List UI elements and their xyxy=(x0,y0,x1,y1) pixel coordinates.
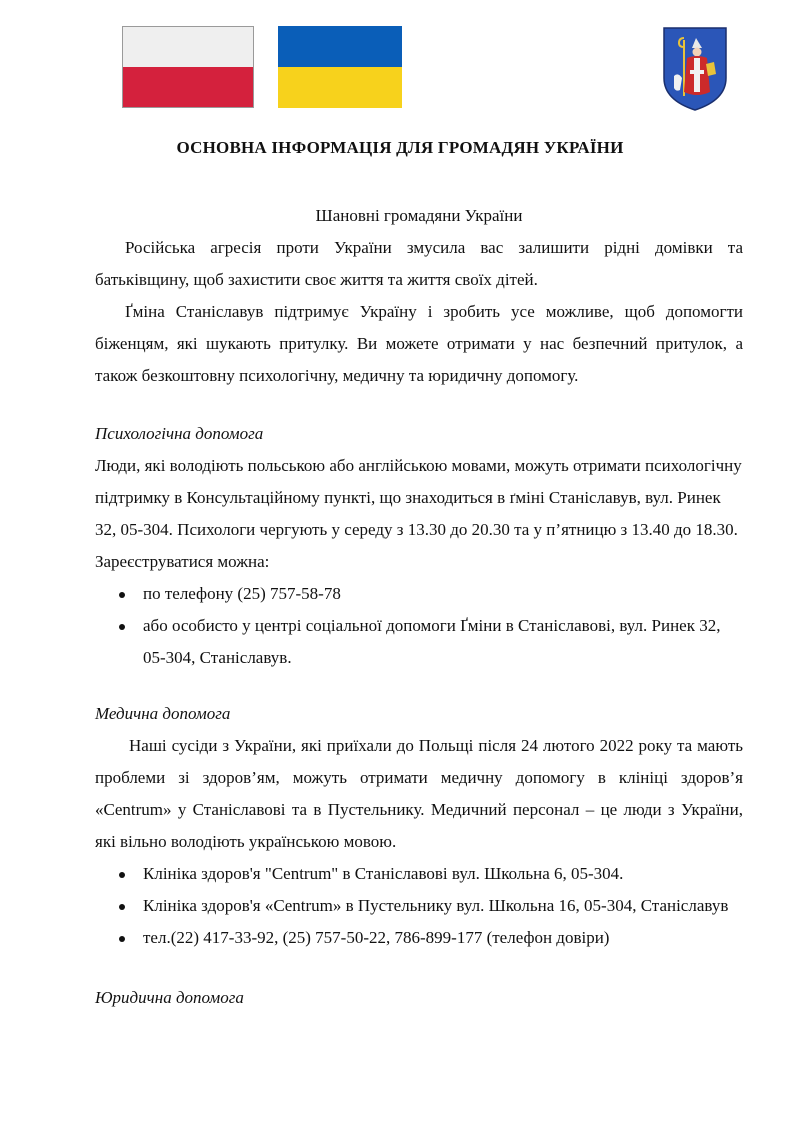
psych-heading: Психологічна допомога xyxy=(95,424,264,443)
psych-text: Люди, які володіють польською або англійською мовами, можуть отримати психологічну підтримку в Консультаційному пункті, що знаходиться в ґміні Станіславув, вул. Ринек 32, 05-304. Психологи чергують у середу з 13.30 до 20.30 та у п’ятницю з 13.40 до 18.30. xyxy=(95,456,742,539)
ukraine-flag-icon xyxy=(278,26,402,108)
coat-of-arms-icon xyxy=(662,26,728,112)
bullet-icon xyxy=(119,592,125,598)
bullet-icon xyxy=(119,904,125,910)
intro-paragraph-2: Ґміна Станіславув підтримує Україну і зробить усе можливе, щоб допомогти біженцям, які шукають притулку. Ви можете отримати у нас безпечний притулок, а також безкоштовну психологічну, медичну та юридичну допомогу. xyxy=(95,302,743,385)
psych-register: Зареєструватися можна: xyxy=(95,552,270,571)
bullet-icon xyxy=(119,936,125,942)
medical-text: Наші сусіди з України, які приїхали до Польщі після 24 лютого 2022 року та мають проблеми зі здоров’ям, можуть отримати медичну допомогу в клініці здоров’я «Centrum» у Станіславові та в Пустельнику. Медичний персонал – це люди з України, які вільно володіють українською мовою. xyxy=(95,736,743,851)
psych-list xyxy=(95,578,743,674)
bullet-icon xyxy=(119,872,125,878)
page-title: ОСНОВНА ІНФОРМАЦІЯ ДЛЯ ГРОМАДЯН УКРАЇНИ xyxy=(176,138,624,157)
greeting: Шановні громадяни України xyxy=(315,206,523,225)
intro-paragraph-1: Російська агресія проти України змусила вас залишити рідні домівки та батьківщину, щоб захистити своє життя та життя своїх дітей. xyxy=(95,238,743,289)
list-item: тел.(22) 417-33-92, (25) 757-50-22, 786-899-177 (телефон довіри) xyxy=(95,922,743,954)
document-body xyxy=(95,200,743,1014)
poland-flag-icon xyxy=(122,26,254,108)
medical-heading: Медична допомога xyxy=(95,704,231,723)
list-item: Клініка здоров'я "Centrum" в Станіславові вул. Школьна 6, 05-304. xyxy=(95,858,743,890)
bullet-icon xyxy=(119,624,125,630)
list-item: по телефону (25) 757-58-78 xyxy=(95,578,743,610)
medical-list xyxy=(95,858,743,954)
list-item: або особисто у центрі соціальної допомоги Ґміни в Станіславові, вул. Ринек 32, 05-304, Станіславув. xyxy=(95,610,743,674)
list-item: Клініка здоров'я «Centrum» в Пустельнику вул. Школьна 16, 05-304, Станіславув xyxy=(95,890,743,922)
legal-heading: Юридична допомога xyxy=(95,988,244,1007)
